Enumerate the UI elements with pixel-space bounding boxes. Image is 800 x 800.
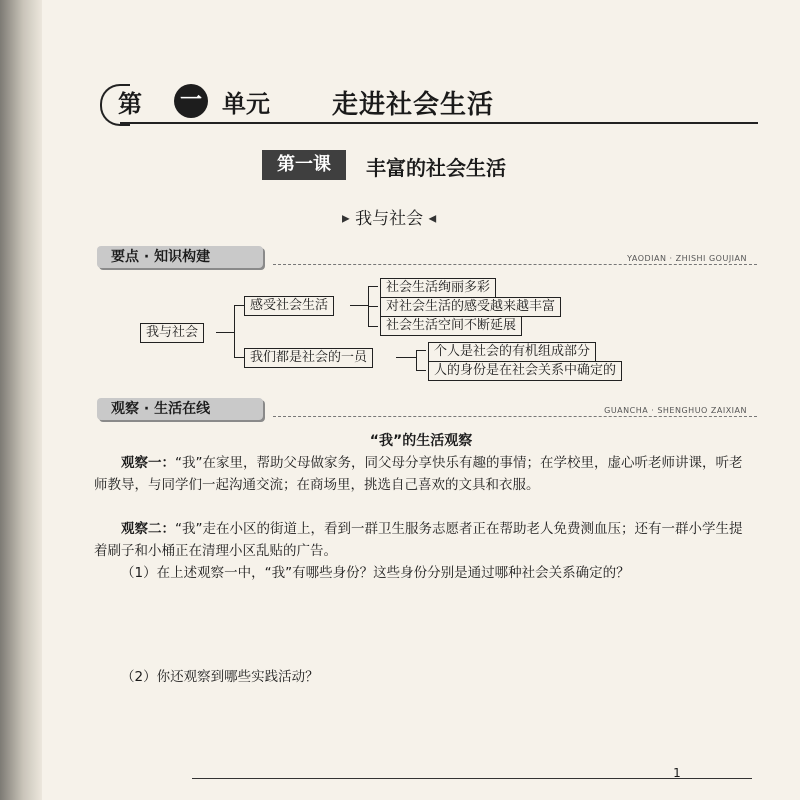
connector <box>368 326 378 327</box>
observation-paragraph-1 <box>94 452 752 496</box>
connector <box>396 357 416 358</box>
connector <box>368 306 378 307</box>
connector <box>368 286 378 287</box>
right-triangle-icon: ▶ <box>342 213 350 225</box>
connector <box>234 305 244 306</box>
connector <box>350 305 368 306</box>
unit-prefix: 第 <box>118 90 142 118</box>
band-divider <box>273 416 757 417</box>
connector <box>416 350 426 351</box>
mindmap-root: 我与社会 <box>140 323 204 343</box>
book-spine-shadow <box>0 0 42 800</box>
observation-2-text: “我”走在小区的街道上，看到一群卫生服务志愿者正在帮助老人免费测血压；还有一群小学生提着刷子和小桶正在清理小区乱贴的广告。 <box>94 521 743 559</box>
knowledge-band <box>97 246 757 270</box>
mindmap-branch: 我们都是社会的一员 <box>244 348 373 368</box>
connector <box>234 305 235 357</box>
mindmap-leaf: 对社会生活的感受越来越丰富 <box>380 297 561 317</box>
subsection-title <box>342 204 436 229</box>
mindmap-leaf: 社会生活绚丽多彩 <box>380 278 496 298</box>
knowledge-band-pinyin: YAODIAN · ZHISHI GOUJIAN <box>623 254 747 263</box>
question-1: （1）在上述观察一中，“我”有哪些身份？这些身份分别是通过哪种社会关系确定的？ <box>121 565 630 581</box>
observe-band <box>97 398 757 422</box>
observe-band-pinyin: GUANCHA · SHENGHUO ZAIXIAN <box>600 406 747 415</box>
unit-header <box>100 82 758 124</box>
knowledge-band-label: 要点 · 知识构建 <box>97 246 263 268</box>
mindmap-leaf: 个人是社会的有机组成部分 <box>428 342 596 362</box>
observation-1-lead: 观察一： <box>121 455 175 471</box>
subsection-label: 我与社会 <box>355 209 424 229</box>
question-2: （2）你还观察到哪些实践活动？ <box>121 669 319 685</box>
mindmap-leaf: 人的身份是在社会关系中确定的 <box>428 361 622 381</box>
unit-number-badge: 一 <box>174 84 208 118</box>
connector <box>416 350 417 370</box>
observation-1-text: “我”在家里，帮助父母做家务，同父母分享快乐有趣的事情；在学校里，虚心听老师讲课，听老师教导，与同学们一起沟通交流；在商场里，挑选自己喜欢的文具和衣服。 <box>94 455 743 493</box>
mindmap-branch: 感受社会生活 <box>244 296 334 316</box>
observation-paragraph-2 <box>94 518 752 562</box>
connector <box>234 357 244 358</box>
lesson-tag: 第一课 <box>262 150 346 180</box>
unit-label: 单元 <box>222 90 270 118</box>
textbook-page <box>42 0 800 800</box>
unit-title: 走进社会生活 <box>332 90 495 120</box>
lesson-title: 丰富的社会生活 <box>366 156 506 180</box>
header-rule <box>120 122 758 124</box>
connector <box>216 332 234 333</box>
observe-band-label: 观察 · 生活在线 <box>97 398 263 420</box>
left-triangle-icon: ◀ <box>428 213 437 225</box>
mindmap-leaf: 社会生活空间不断延展 <box>380 316 522 336</box>
page-number: 1 <box>673 766 681 780</box>
observation-2-lead: 观察二： <box>121 521 175 537</box>
connector <box>416 370 426 371</box>
observation-title: “我”的生活观察 <box>369 433 473 449</box>
band-divider <box>273 264 757 265</box>
